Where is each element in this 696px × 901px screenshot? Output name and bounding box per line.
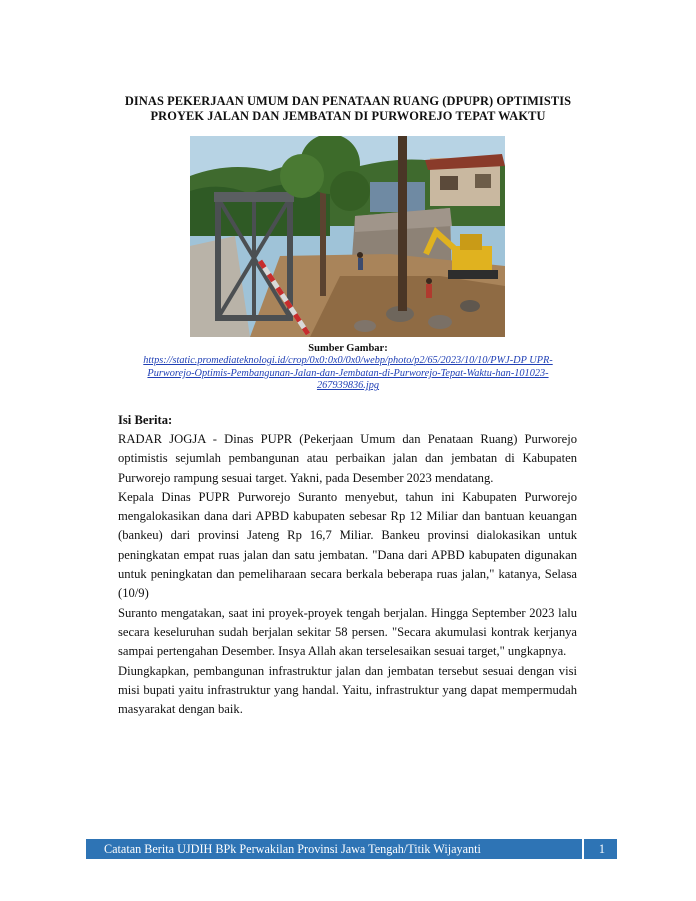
paragraph-4: Diungkapkan, pembangunan infrastruktur jalan dan jembatan tersebut sesuai dengan visi misi bupati yaitu infrastruktur yang handal. Yaitu, infrastruktur yang dapat mempermudah masyarakat dengan baik.	[118, 663, 577, 717]
footer-divider	[582, 839, 584, 859]
paragraph-1: RADAR JOGJA - Dinas PUPR (Pekerjaan Umum dan Penataan Ruang) Purworejo optimistis sejumlah pembangunan atau perbaikan jalan dan jembatan di Kabupaten Purworejo rampung sesuai target. Yakni, pada Desember 2023 mendatang.	[118, 432, 577, 485]
article-title: DINAS PEKERJAAN UMUM DAN PENATAAN RUANG (DPUPR) OPTIMISTIS PROYEK JALAN DAN JEMBATAN DI PURWOREJO TEPAT WAKTU	[124, 94, 572, 123]
footer-text: Catatan Berita UJDIH BPk Perwakilan Provinsi Jawa Tengah/Titik Wijayanti	[104, 842, 481, 856]
page-number: 1	[598, 842, 605, 856]
construction-photo	[190, 136, 505, 337]
paragraph-3: Suranto mengatakan, saat ini proyek-proyek tengah berjalan. Hingga September 2023 lalu secara keseluruhan sudah berjalan sekitar 58 persen. "Secara akumulasi kontrak kerjanya sampai pertengahan Desember. Insya Allah akan terselesaikan sesuai target," ungkapnya.	[118, 605, 577, 659]
image-source-link[interactable]: https://static.promediateknologi.id/crop/0x0:0x0/0x0/webp/photo/p2/65/2023/10/10/PWJ-DP UPR-Purworejo-Optimis-Pembangunan-Jalan-dan-Jembatan-di-Purworejo-Tepat-Waktu-han-101023-267939836.jpg	[143, 355, 553, 392]
page-footer	[86, 839, 617, 859]
section-heading: Isi Berita:	[118, 413, 173, 427]
article-body	[118, 411, 577, 719]
image-caption-label: Sumber Gambar:	[308, 343, 388, 354]
paragraph-2: Kepala Dinas PUPR Purworejo Suranto menyebut, tahun ini Kabupaten Purworejo mengalokasikan dana dari APBD kabupaten sebesar Rp 12 Miliar dan bantuan keuangan (bankeu) dari provinsi Jateng Rp 16,7 Miliar. Bankeu provinsi dialokasikan untuk peningkatan empat ruas jalan dan satu jembatan. "Dana dari APBD kabupaten digunakan untuk peningkatan dan pemeliharaan secara berkala beberapa ruas jalan," katanya, Selasa (10/9)	[118, 489, 577, 601]
